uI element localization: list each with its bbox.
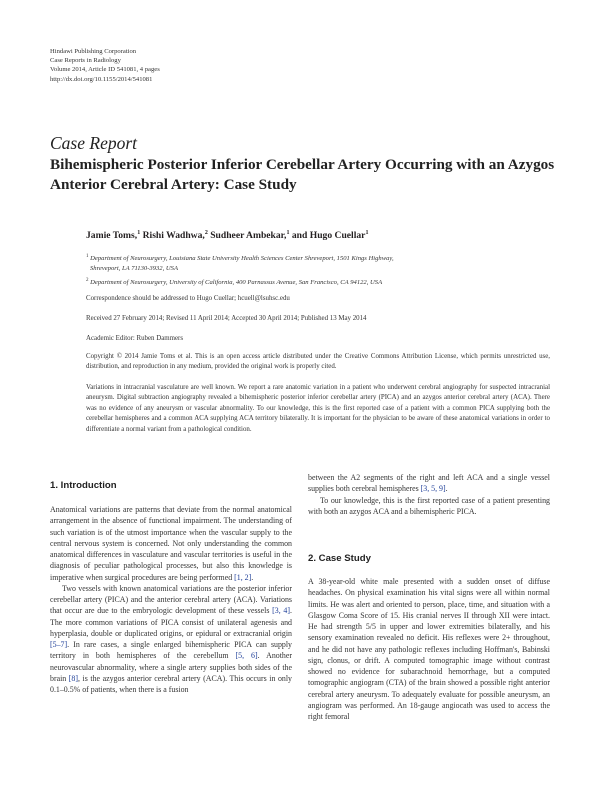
citation-link[interactable]: [5–7] — [50, 640, 68, 649]
volume-info: Volume 2014, Article ID 541081, 4 pages — [50, 66, 160, 74]
intro-paragraph — [308, 472, 550, 495]
author-name: Rishi Wadhwa, — [142, 230, 205, 242]
author-list — [86, 230, 368, 241]
section-heading-introduction: 1. Introduction — [50, 480, 117, 491]
author-name: Sudheer Ambekar, — [210, 230, 287, 242]
correspondence: Correspondence should be addressed to Hugo Cuellar; hcuell@lsuhsc.edu — [86, 295, 290, 302]
author-affiliation-mark: 1 — [286, 230, 290, 236]
publication-info — [50, 47, 160, 84]
academic-editor: Academic Editor: Ruben Dammers — [86, 335, 184, 342]
intro-paragraph — [50, 504, 292, 583]
article-title: Bihemispheric Posterior Inferior Cerebellar Artery Occurring with an Azygos Anterior Cerebral Artery: Case Study — [50, 156, 555, 193]
affiliation-2 — [86, 276, 526, 288]
author-affiliation-mark: 1 — [137, 230, 141, 236]
abstract: Variations in intracranial vasculature are well known. We report a rare anatomic variation in a patient who underwent cerebral angiography for suspected intracranial aneurysm. Digital subtraction angiography revealed a bihemispheric posterior inferior cerebellar artery (PICA) and an azygos anterior cerebral artery (ACA). There was no evidence of any aneurysm or vascular abnormality. To our knowledge, this is the first reported case of a patient with a common PICA supplying both the cerebellar hemispheres and a common ACA supplying ACA territory bilaterally. It is important for the physician to be aware of these anatomical variations in order to differentiate a normal variant from a pathological condition. — [86, 384, 550, 433]
citation-link[interactable]: [1, 2] — [234, 572, 252, 582]
intro-paragraph — [50, 583, 292, 696]
text-run: Anatomical variations are patterns that deviate from the normal anatomical arrangement in the absence of functional impairment. The understanding of such variation is of the utmost importance when the vascular supply to the central nervous system is concerned. Not only understanding the common anatomical differences in vasculature and vascular territories is useful in the diagnosis of peculiar pathological processes, but also this knowledge is imperative when surgical procedures are being performed — [50, 505, 292, 582]
left-column — [50, 504, 292, 695]
author-affiliation-mark: 2 — [204, 230, 208, 236]
affiliation-text: Department of Neurosurgery, University of California, 400 Parnassus Avenue, San Francisco, CA 94122, USA — [90, 279, 383, 287]
text-run: . — [251, 572, 254, 582]
text-run: . The more common variations of PICA consist of unilateral agenesis and hyperplasia, double or duplicated origins, or epidural or extracranial origin — [50, 606, 292, 638]
affiliation-mark: 1 — [86, 254, 89, 259]
citation-link[interactable]: [3, 5, 9] — [420, 484, 446, 494]
text-run: Two vessels with known anatomical variations are the posterior inferior cerebellar artery (PICA) and the anterior cerebral artery (ACA). Variations that occur are due to the embryologic development of these vessels — [50, 583, 292, 616]
affiliation-text: Department of Neurosurgery, Louisiana State University Health Sciences Center Shreveport, 1501 Kings Highway, — [90, 255, 394, 263]
intro-paragraph: To our knowledge, this is the first reported case of a patient presenting with both an azygos ACA and a bihemispheric PICA. — [308, 495, 550, 516]
author-affiliation-mark: 1 — [365, 230, 369, 236]
copyright-notice: Copyright © 2014 Jamie Toms et al. This is an open access article distributed under the Creative Commons Attribution License, which permits unrestricted use, distribution, and reproduction in any medium, provided the original work is properly cited. — [86, 353, 550, 371]
citation-link[interactable]: [5, 6] — [235, 651, 258, 661]
article-type: Case Report — [50, 133, 138, 153]
citation-link[interactable]: [8] — [68, 673, 78, 683]
right-column-case — [308, 576, 550, 722]
affiliation-1 — [86, 252, 526, 274]
affiliation-mark: 2 — [86, 278, 89, 283]
case-paragraph: A 38-year-old white male presented with a sudden onset of diffuse headaches. On physical examination his vital signs were all within normal limits. He was alert and oriented to person, place, time, and situation with a Glasgow Coma Score of 15. His cranial nerves II through XII were intact. He had strength 5/5 in upper and lower extremities bilaterally, and his sensory examination revealed no deficit. His reflexes were 2+ throughout, and he did not have any pathologic reflexes including Hoffman's, Babinski sign, clonus, or drift. A computed tomographic image without contrast showed no evidence for subarachnoid hemorrhage, but a computed tomographic angiogram (CTA) of the brain showed a possible right anterior cerebral artery aneurysm. To adequately evaluate for possible aneurysm, an angiogram was performed. An 18-gauge angiocath was used to access the right femoral — [308, 577, 550, 721]
text-run: . In rare cases, a single enlarged bihemispheric PICA can supply territory in both hemispheres of the cerebellum — [50, 640, 292, 661]
text-run: between the A2 segments of the right and left ACA and a single vessel supplies both cerebral hemispheres — [308, 473, 550, 494]
affiliation-text-cont: Shreveport, LA 71130-3932, USA — [90, 265, 178, 273]
text-run: , is the azygos anterior cerebral artery (ACA). This occurs in only 0.1–0.5% of patients, when there is a fusion — [50, 673, 292, 694]
section-heading-case-study: 2. Case Study — [308, 553, 371, 564]
journal-name: Case Reports in Radiology — [50, 57, 121, 65]
doi-link[interactable]: http://dx.doi.org/10.1155/2014/541081 — [50, 75, 153, 83]
citation-link[interactable]: [3, 4] — [272, 606, 291, 616]
author-name: Jamie Toms, — [86, 230, 138, 242]
publisher-name: Hindawi Publishing Corporation — [50, 48, 137, 55]
publication-dates: Received 27 February 2014; Revised 11 April 2014; Accepted 30 April 2014; Published 13 May 2014 — [86, 315, 367, 322]
text-run: . — [445, 484, 448, 494]
text-run: . Another neurovascular abnormality, where a single artery supplies both sides of the brain — [50, 651, 292, 683]
right-column-top — [308, 472, 550, 517]
author-name: and Hugo Cuellar — [291, 230, 366, 242]
